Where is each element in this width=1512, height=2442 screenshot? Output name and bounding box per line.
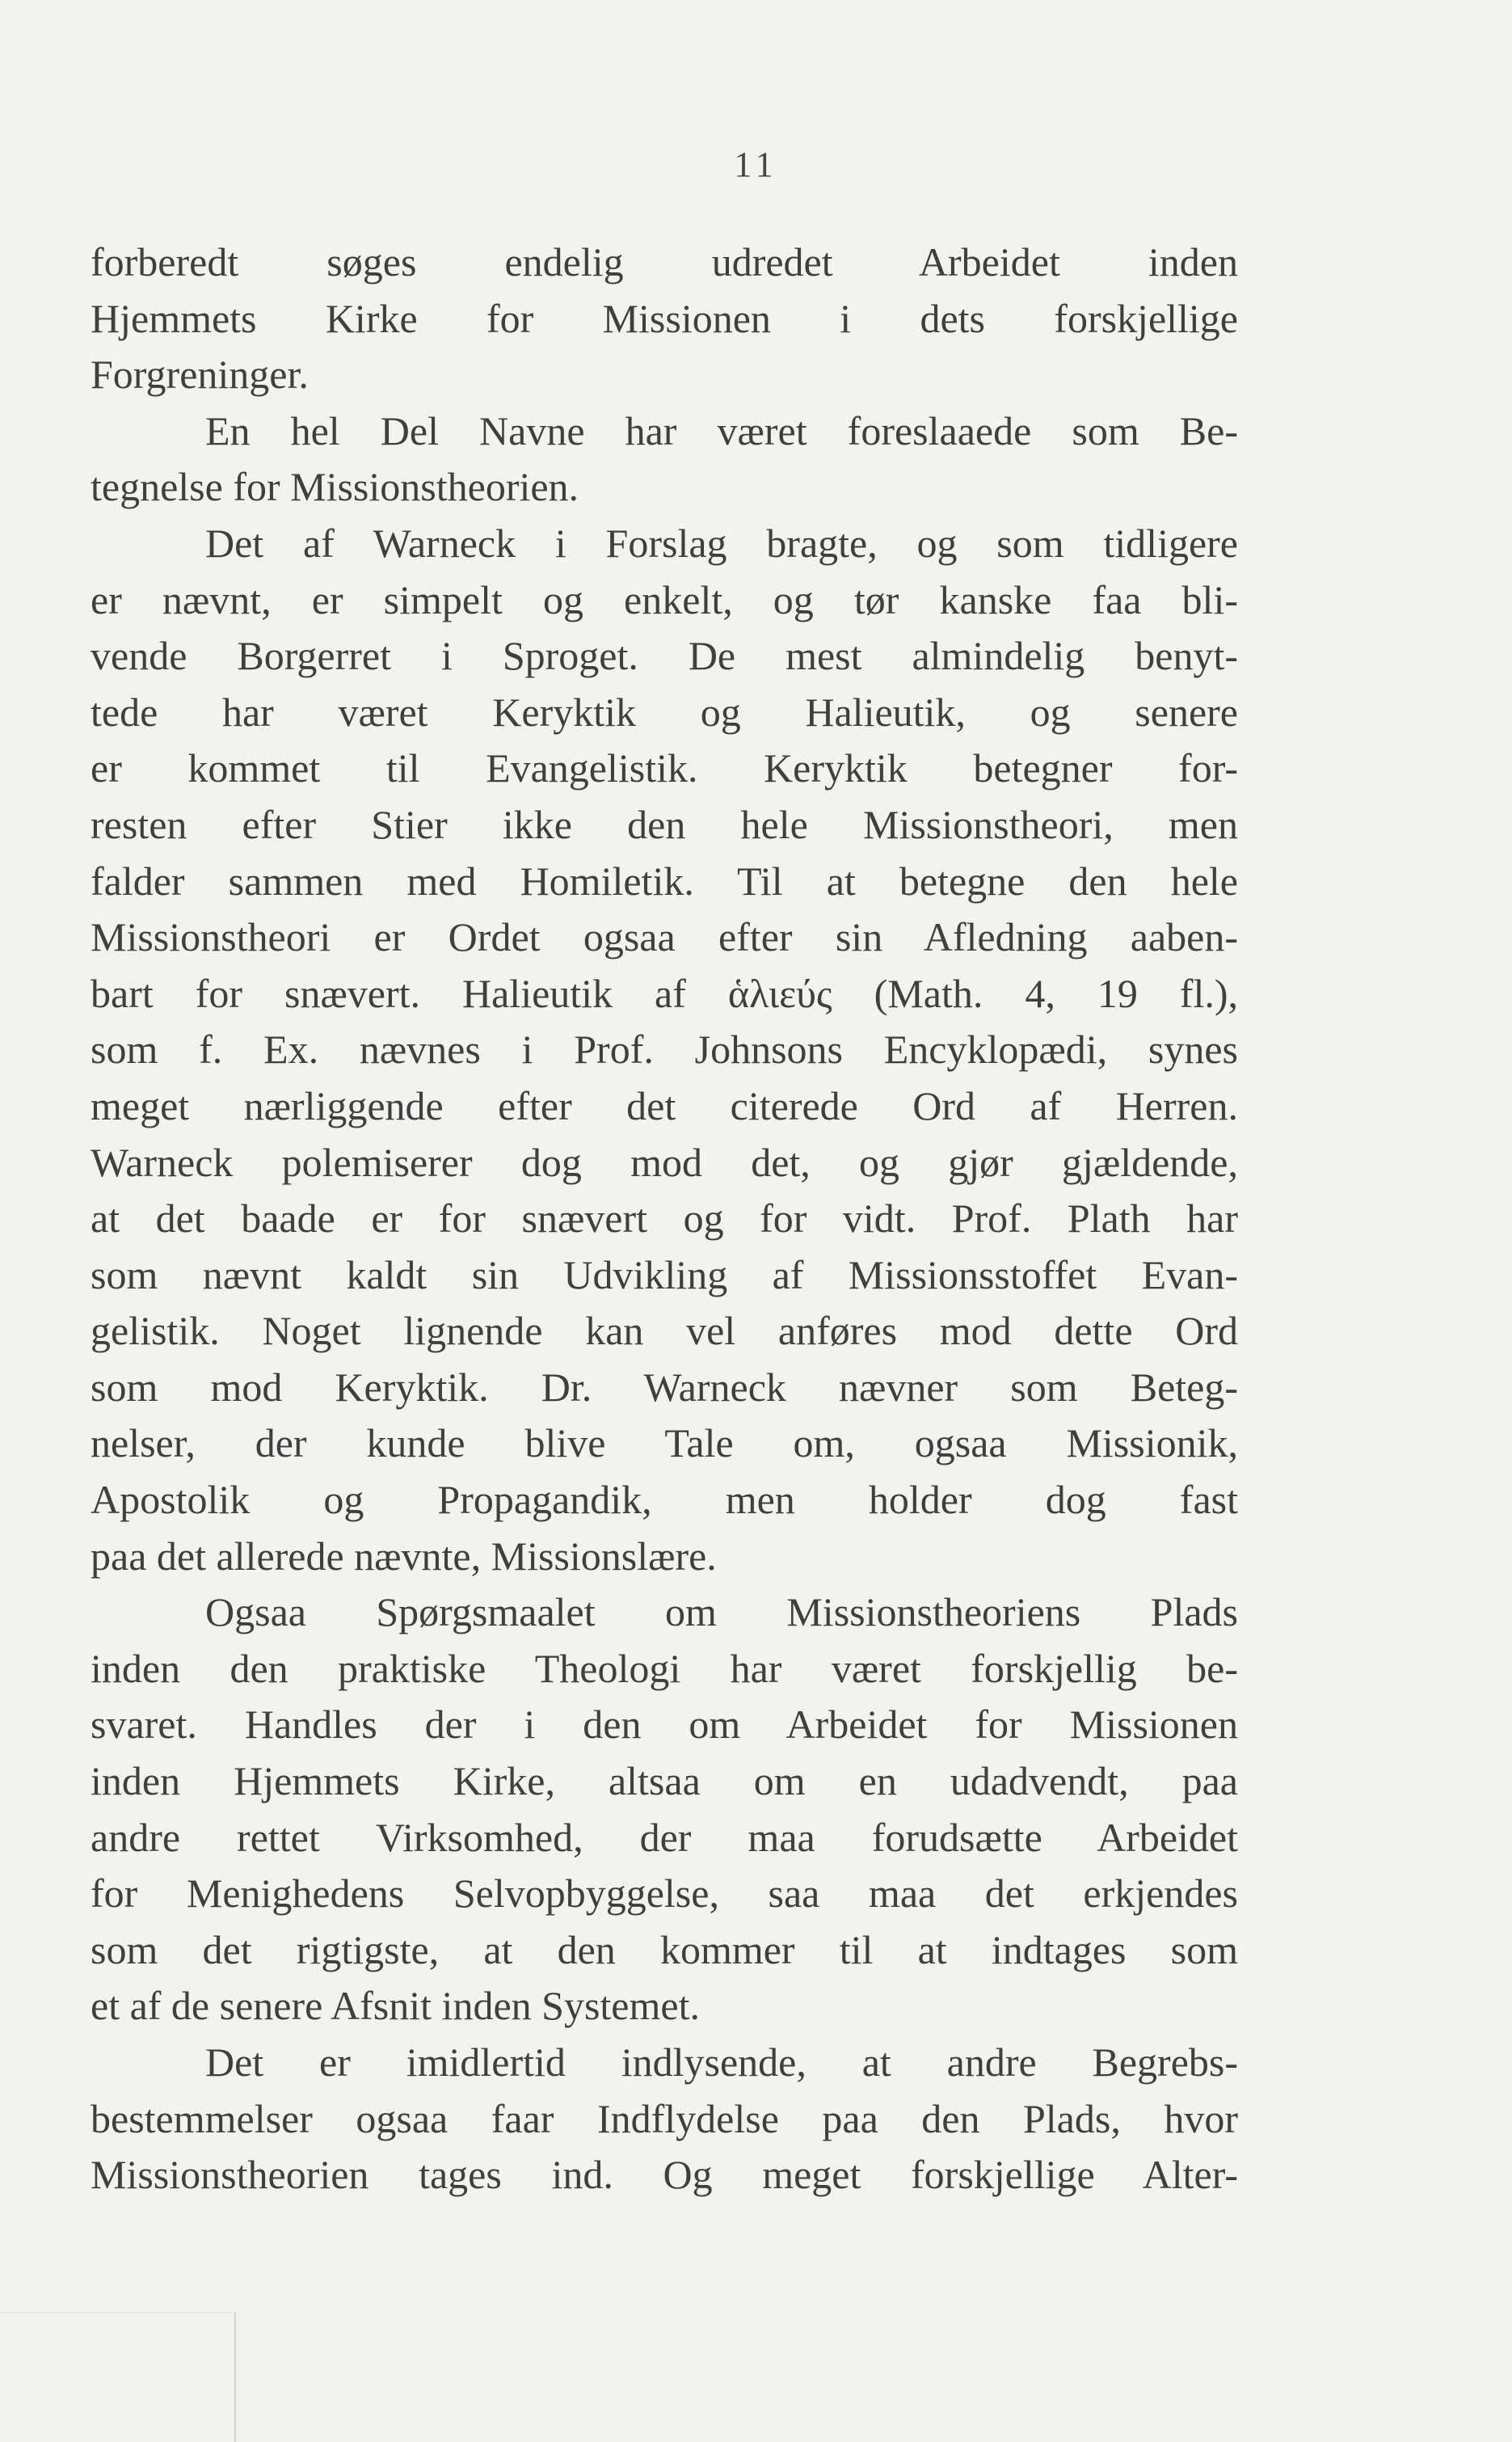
text-line: Ogsaa Spørgsmaalet om Missionstheoriens Plads xyxy=(205,1589,1238,1635)
text-line: Hjemmets Kirke for Missionen i dets forskjellige xyxy=(91,295,1238,341)
text-line: inden den praktiske Theologi har været forskjellig be- xyxy=(91,1645,1238,1691)
text-line: inden Hjemmets Kirke, altsaa om en udadvendt, paa xyxy=(91,1758,1238,1804)
text-line: er nævnt, er simpelt og enkelt, og tør kanske faa bli- xyxy=(91,576,1238,622)
text-line: nelser, der kunde blive Tale om, ogsaa Missionik, xyxy=(91,1420,1238,1466)
text-line: Missionstheorien tages ind. Og meget forskjellige Alter- xyxy=(91,2152,1238,2198)
text-line: som det rigtigste, at den kommer til at indtages som xyxy=(91,1926,1238,1972)
text-line: som nævnt kaldt sin Udvikling af Missionsstoffet Evan- xyxy=(91,1251,1238,1297)
text-line: andre rettet Virksomhed, der maa forudsætte Arbeidet xyxy=(91,1814,1238,1860)
page-edge-mark xyxy=(0,2312,236,2442)
text-line: som f. Ex. nævnes i Prof. Johnsons Encyklopædi, synes xyxy=(91,1027,1238,1073)
body-text xyxy=(91,234,1238,2204)
text-line: et af de senere Afsnit inden Systemet. xyxy=(91,1983,700,2029)
text-line: Det er imidlertid indlysende, at andre Begrebs- xyxy=(205,2039,1238,2085)
text-line: resten efter Stier ikke den hele Missionstheori, men xyxy=(91,801,1238,847)
text-line: tede har været Keryktik og Halieutik, og senere xyxy=(91,689,1238,735)
text-line: paa det allerede nævnte, Missionslære. xyxy=(91,1533,717,1579)
text-line: tegnelse for Missionstheorien. xyxy=(91,464,579,510)
text-line: svaret. Handles der i den om Arbeidet for Missionen xyxy=(91,1702,1238,1748)
text-line: Forgreninger. xyxy=(91,352,309,398)
text-line: falder sammen med Homiletik. Til at betegne den hele xyxy=(91,858,1238,904)
text-line: En hel Del Navne har været foreslaaede som Be- xyxy=(205,407,1238,453)
text-line: Warneck polemiserer dog mod det, og gjør gjældende, xyxy=(91,1139,1238,1185)
text-line: Missionstheori er Ordet ogsaa efter sin Afledning aaben- xyxy=(91,914,1238,960)
text-line: for Menighedens Selvopbyggelse, saa maa det erkjendes xyxy=(91,1871,1238,1917)
text-line: vende Borgerret i Sproget. De mest almindelig benyt- xyxy=(91,633,1238,679)
text-line: Det af Warneck i Forslag bragte, og som tidligere xyxy=(205,520,1238,566)
page-number: 11 xyxy=(734,145,778,184)
text-line: er kommet til Evangelistik. Keryktik betegner for- xyxy=(91,745,1238,791)
text-line: som mod Keryktik. Dr. Warneck nævner som Beteg- xyxy=(91,1364,1238,1410)
text-line: bestemmelser ogsaa faar Indflydelse paa den Plads, hvor xyxy=(91,2095,1238,2141)
text-line: at det baade er for snævert og for vidt. Prof. Plath har xyxy=(91,1196,1238,1242)
text-line: gelistik. Noget lignende kan vel anføres mod dette Ord xyxy=(91,1308,1238,1354)
text-line: forberedt søges endelig udredet Arbeidet inden xyxy=(91,239,1238,285)
text-line: bart for snævert. Halieutik af ἁλιεύς (Math. 4, 19 fl.), xyxy=(91,970,1238,1016)
text-line: Apostolik og Propagandik, men holder dog fast xyxy=(91,1477,1238,1523)
text-line: meget nærliggende efter det citerede Ord af Herren. xyxy=(91,1082,1238,1128)
